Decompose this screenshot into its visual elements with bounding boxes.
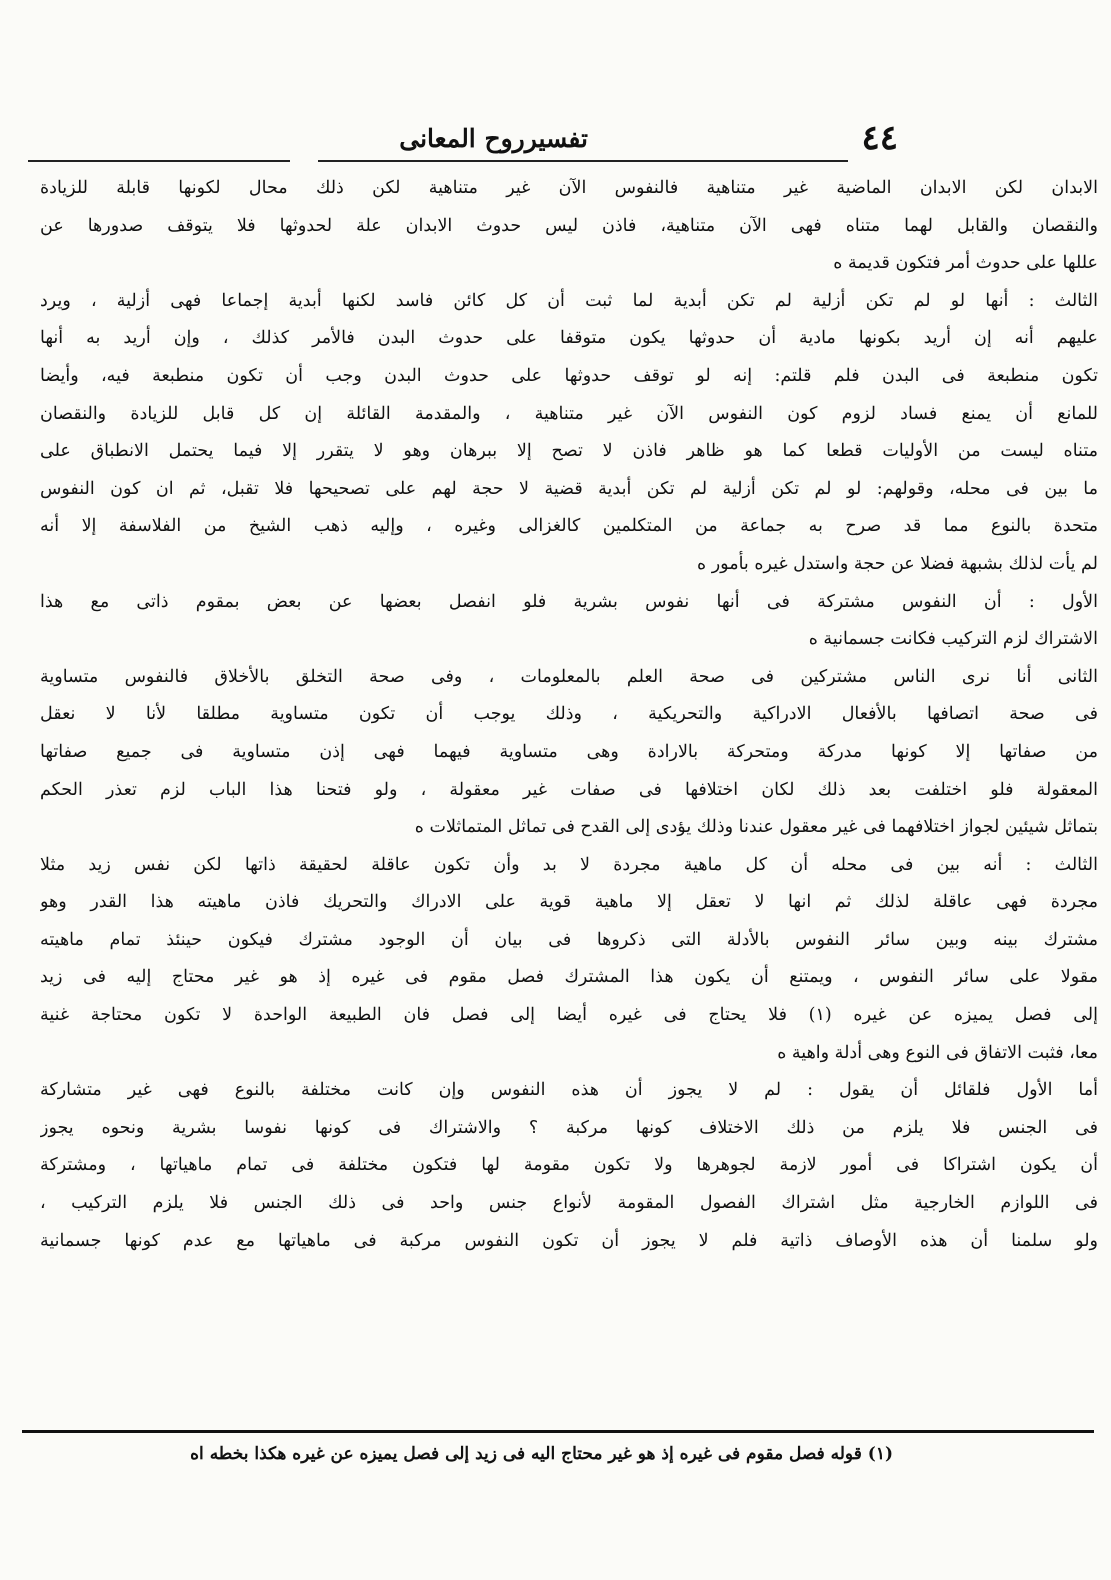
text-line: الأول : أن النفوس مشتركة فى أنها نفوس بشرية فلو انفصل بعضها عن بعض بمقوم ذاتى مع هذا (40, 591, 1098, 612)
text-line: مشترك بينه وبين سائر النفوس بالأدلة التى ذكروها فى بيان أن الوجود مشترك فيكون حينئذ تمام ماهيته (40, 929, 1098, 950)
text-line: والنقصان والقابل لهما متناه فهى الآن متناهية، فاذن ليس حدوث الابدان علة لحدوثها فلا يتوقف صدورها عن (40, 215, 1098, 236)
text-line: المعقولة فلو اختلفت بعد ذلك لكان اختلافها فى صفات غير معقولة ، ولو فتحنا هذا الباب لزم تعذر الحكم (40, 779, 1098, 800)
text-line: الابدان لكن الابدان الماضية غير متناهية فالنفوس الآن غير متناهية لكن ذلك محال لكونها قابلة للزيادة (40, 178, 1098, 198)
text-line: الاشتراك لزم التركيب فكانت جسمانية ه (808, 629, 1098, 650)
text-line: من صفاتها إلا كونها مدركة ومتحركة بالارادة وهى متساوية فيهما فهى إذن متساوية فى جميع صفاتها (40, 741, 1098, 762)
page-header (28, 118, 898, 166)
text-line: الثالث : أنها لو لم تكن أزلية لم تكن أبدية لما ثبت أن كل كائن فاسد لكنها أبدية إجماعا فهى أزلية ، ويرد (40, 290, 1098, 311)
text-line: فى اللوازم الخارجية مثل اشتراك الفصول المقومة لأنواع جنس واحد فى ذلك الجنس فلا يلزم التركيب ، (40, 1193, 1098, 1214)
text-line: معا، فثبت الاتفاق فى النوع وهى أدلة واهية ه (777, 1042, 1098, 1063)
text-line: فى الجنس فلا يلزم من ذلك الاختلاف كونها مركبة ؟ والاشتراك فى كونها نفوسا بشرية ونحوه يجوز (40, 1117, 1098, 1138)
text-line: بتماثل شيئين لجواز اختلافهما فى غير معقول عندنا وذلك يؤدى إلى القدح فى تماثل المتماثلات ه (414, 817, 1098, 838)
text-line: عليهم أنه إن أريد بكونها مادية أن حدوثها يكون متوقفا على حدوث البدن فالأمر كذلك ، وإن أريد به أنها (40, 328, 1098, 349)
text-line: مجردة فهى عاقلة لذلك ثم انها لا تعقل إلا ماهية قوية على الادراك والتحريك فاذن ماهيته هذا القدر وهو (40, 892, 1098, 913)
text-line: متناه ليست من الأوليات قطعا كما هو ظاهر فاذن لا تصح إلا ببرهان وهو لا يتقرر إلا فيما يحتمل الانطباق على (40, 441, 1098, 462)
text-line: ولو سلمنا أن هذه الأوصاف ذاتية فلم لا يجوز أن تكون النفوس مركبة فى ماهياتها مع عدم كونها جسمانية (40, 1230, 1098, 1251)
page-number: ٤٤ (861, 118, 898, 158)
text-line: أما الأول فلقائل أن يقول : لم لا يجوز أن هذه النفوس وإن كانت مختلفة بالنوع فهى غير متشاركة (40, 1080, 1098, 1101)
footnote-separator (22, 1430, 1094, 1433)
text-line: الثانى أنا نرى الناس مشتركين فى صحة العلم بالمعلومات ، وفى صحة التخلق بالأخلاق فالنفوس متساوية (40, 666, 1098, 687)
text-line: ما بين فى محله، وقولهم: لو لم تكن أزلية لم تكن أبدية قضية لا حجة لهم على تصحيحها فلا تقبل، ثم ان كون النفوس (40, 478, 1098, 499)
header-rule-left (28, 160, 290, 162)
running-title: تفسيرروح المعانى (399, 124, 588, 153)
text-line: تكون منطبعة فى البدن فلم قلتم: إنه لو توقف حدوثها على حدوث البدن وجب أن تكون منطبعة فيه، وأيضا (40, 365, 1098, 386)
text-line: للمانع أن يمنع فساد لزوم كون النفوس الآن غير متناهية ، والمقدمة القائلة إن كل قابل للزيادة والنقصان (40, 403, 1098, 424)
text-line: فى صحة اتصافها بالأفعال الادراكية والتحريكية ، وذلك يوجب أن تكون متساوية مطلقا لأنا لا نعقل (40, 704, 1098, 725)
text-line: أن يكون اشتراكا فى أمور لازمة لجوهرها ولا تكون مقومة لها فتكون مختلفة فى تمام ماهياتها ، ومشتركة (40, 1155, 1098, 1176)
text-line: متحدة بالنوع مما قد صرح به جماعة من المتكلمين كالغزالى وغيره ، وإليه ذهب الشيخ من الفلاسفة إلا أنه (40, 516, 1098, 537)
text-line: مقولا على سائر النفوس ، ويمتنع أن يكون هذا المشترك فصل مقوم فى غيره إذ هو غير محتاج إليه فى زيد (40, 967, 1098, 988)
text-line: عللها على حدوث أمر فتكون قديمة ه (833, 253, 1098, 274)
footnote: (١) قوله فصل مقوم فى غيره إذ هو غير محتاج اليه فى زيد إلى فصل يميزه عن غيره هكذا بخطه اه (190, 1444, 893, 1464)
text-line: لم يأت لذلك بشبهة فضلا عن حجة واستدل غيره بأمور ه (697, 553, 1098, 574)
text-line: إلى فصل يميزه عن غيره (١) فلا يحتاج فى غيره أيضا إلى فصل فان الطبيعة الواحدة لا تكون محتاجة غنية (40, 1005, 1098, 1026)
body-text (40, 170, 1098, 1260)
header-rule-right (318, 160, 848, 162)
text-line: الثالث : أنه بين فى محله أن كل ماهية مجردة لا بد وأن تكون عاقلة لحقيقة ذاتها لكن نفس زيد مثلا (40, 854, 1098, 875)
